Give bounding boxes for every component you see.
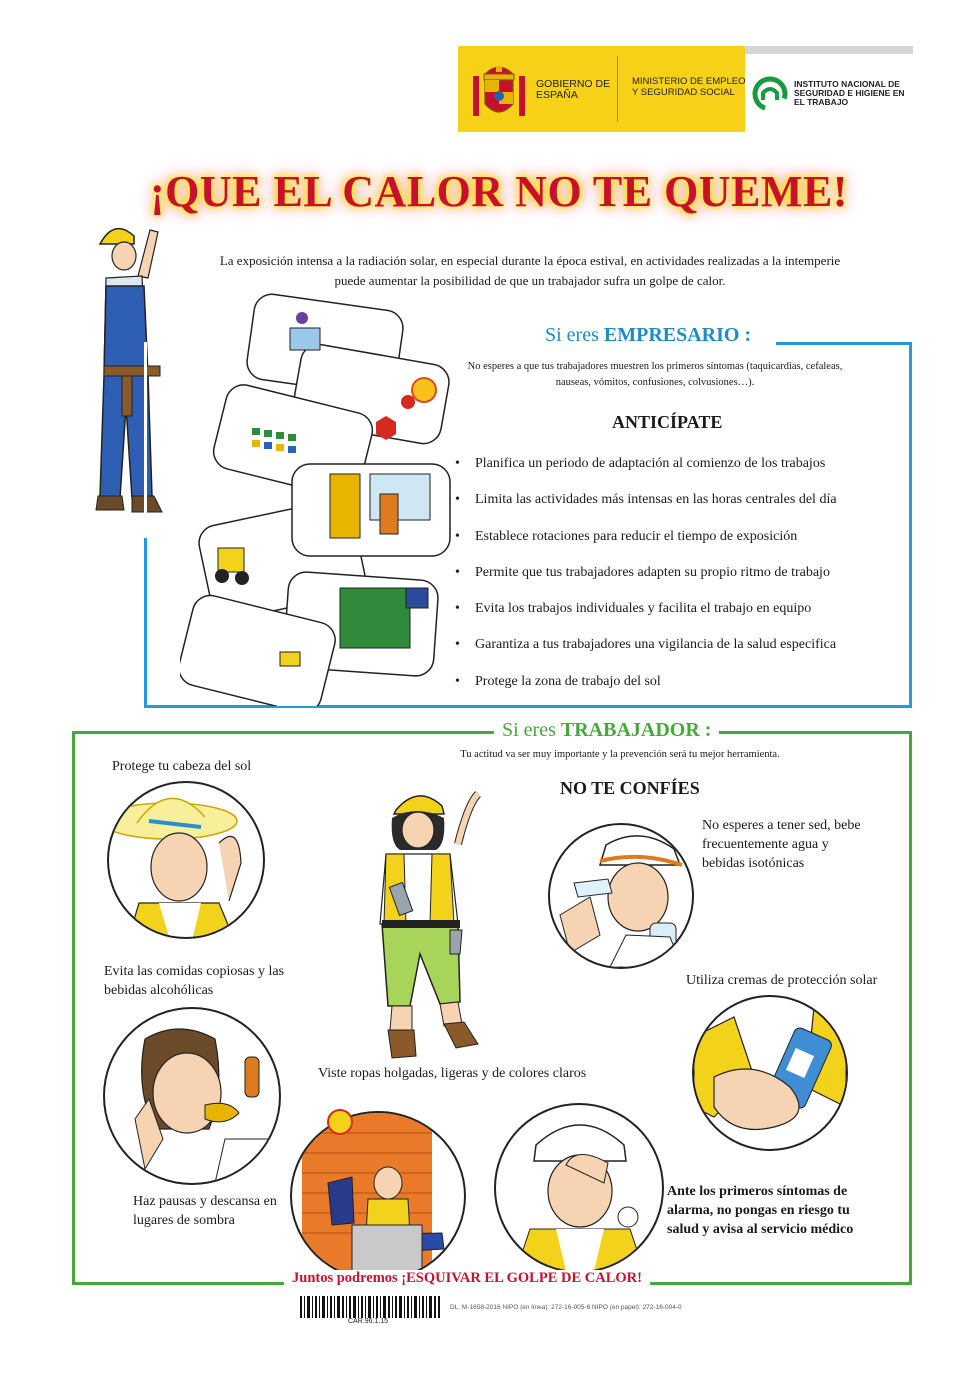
employer-subtitle: No esperes a que tus trabajadores muestren los primeros síntomas (taquicardias, cefaleas, nauseas, vómitos, confusiones, colvusiones…). bbox=[467, 361, 843, 388]
list-item: • Planifica un periodo de adaptación al comienzo de los trabajos bbox=[455, 456, 905, 492]
banner-divider bbox=[617, 56, 618, 122]
anticipate-title: ANTICÍPATE bbox=[612, 412, 723, 432]
caption-food: Evita las comidas copiosas y las bebidas alcohólicas bbox=[104, 964, 285, 998]
employer-heading-prefix: Si eres bbox=[545, 324, 604, 346]
worker-heading-prefix: Si eres bbox=[502, 719, 561, 741]
header-strip bbox=[745, 46, 913, 54]
heat-symptoms-illustration bbox=[494, 1103, 664, 1273]
caption-drink-text: No esperes a tener sed, bebe frecuentemente agua y bebidas isotónicas bbox=[702, 818, 861, 871]
border-gap bbox=[144, 342, 147, 538]
list-item: • Limita las actividades más intensas en las horas centrales del día bbox=[455, 492, 905, 528]
barcode-number: CAR.96.1.15 bbox=[348, 1318, 389, 1325]
sun-icon bbox=[320, 1102, 360, 1142]
legal-codes: DL: M-1658-2016 NIPO (en línea): 272-16-005-6 NIPO (en papel): 272-16-004-0 bbox=[450, 1304, 682, 1311]
caption-alarm: Ante los primeros síntomas de alarma, no pongas en riesgo tu salud y avisa al servicio médico bbox=[667, 1184, 854, 1237]
sun-hat-illustration bbox=[107, 781, 265, 939]
ministry-label: MINISTERIO DE EMPLEO Y SEGURIDAD SOCIAL bbox=[632, 76, 746, 98]
no-confies-title: NO TE CONFÍES bbox=[560, 778, 700, 798]
heavy-meal-illustration bbox=[103, 1007, 281, 1185]
coat-of-arms-icon bbox=[470, 56, 528, 124]
caption-cream: Utiliza cremas de protección solar bbox=[686, 973, 878, 988]
worker-heading-bold: TRABAJADOR : bbox=[560, 719, 712, 741]
caption-rest: Haz pausas y descansa en lugares de sombra bbox=[133, 1194, 277, 1228]
list-item: • Garantiza a tus trabajadores una vigilancia de la salud especifica bbox=[455, 637, 905, 673]
employer-heading-bold: EMPRESARIO : bbox=[603, 324, 752, 346]
employer-measures-list bbox=[455, 456, 905, 710]
caption-drink bbox=[702, 816, 872, 873]
insht-logo-icon bbox=[752, 76, 788, 112]
list-item: • Evita los trabajos individuales y facilita el trabajo en equipo bbox=[455, 601, 905, 637]
female-worker-illustration bbox=[366, 784, 496, 1064]
list-item: • Establece rotaciones para reducir el tiempo de exposición bbox=[455, 529, 905, 565]
sunscreen-illustration bbox=[692, 995, 848, 1151]
footer-slogan: Juntos podremos ¡ESQUIVAR EL GOLPE DE CALOR! bbox=[284, 1270, 650, 1287]
page-title: ¡QUE EL CALOR NO TE QUEME! bbox=[150, 167, 848, 216]
list-item: • Protege la zona de trabajo del sol bbox=[455, 674, 905, 710]
worker-subtitle: Tu actitud va ser muy importante y la prevención será tu mejor herramienta. bbox=[460, 749, 780, 760]
resting-in-shade-illustration bbox=[290, 1111, 466, 1281]
caption-head: Protege tu cabeza del sol bbox=[112, 759, 252, 774]
institute-label: INSTITUTO NACIONAL DE SEGURIDAD E HIGIENE EN EL TRABAJO bbox=[794, 79, 905, 107]
drinking-water-illustration bbox=[548, 823, 694, 969]
caption-clothes: Viste ropas holgadas, ligeras y de colores claros bbox=[318, 1066, 587, 1081]
employer-scenes-illustration bbox=[180, 288, 452, 706]
employer-border-top bbox=[776, 342, 912, 345]
intro-text: La exposición intensa a la radiación solar, en especial durante la época estival, en actividades realizadas a la intemperie puede aumentar la posibilidad de que un trabajador sufra un golpe de calor. bbox=[219, 253, 841, 288]
worker-heading bbox=[494, 719, 719, 742]
government-label: GOBIERNO DE ESPAÑA bbox=[536, 78, 611, 101]
list-item: • Permite que tus trabajadores adapten su propio ritmo de trabajo bbox=[455, 565, 905, 601]
employer-border-left bbox=[144, 538, 147, 708]
employer-heading bbox=[545, 324, 751, 347]
barcode bbox=[300, 1296, 440, 1318]
